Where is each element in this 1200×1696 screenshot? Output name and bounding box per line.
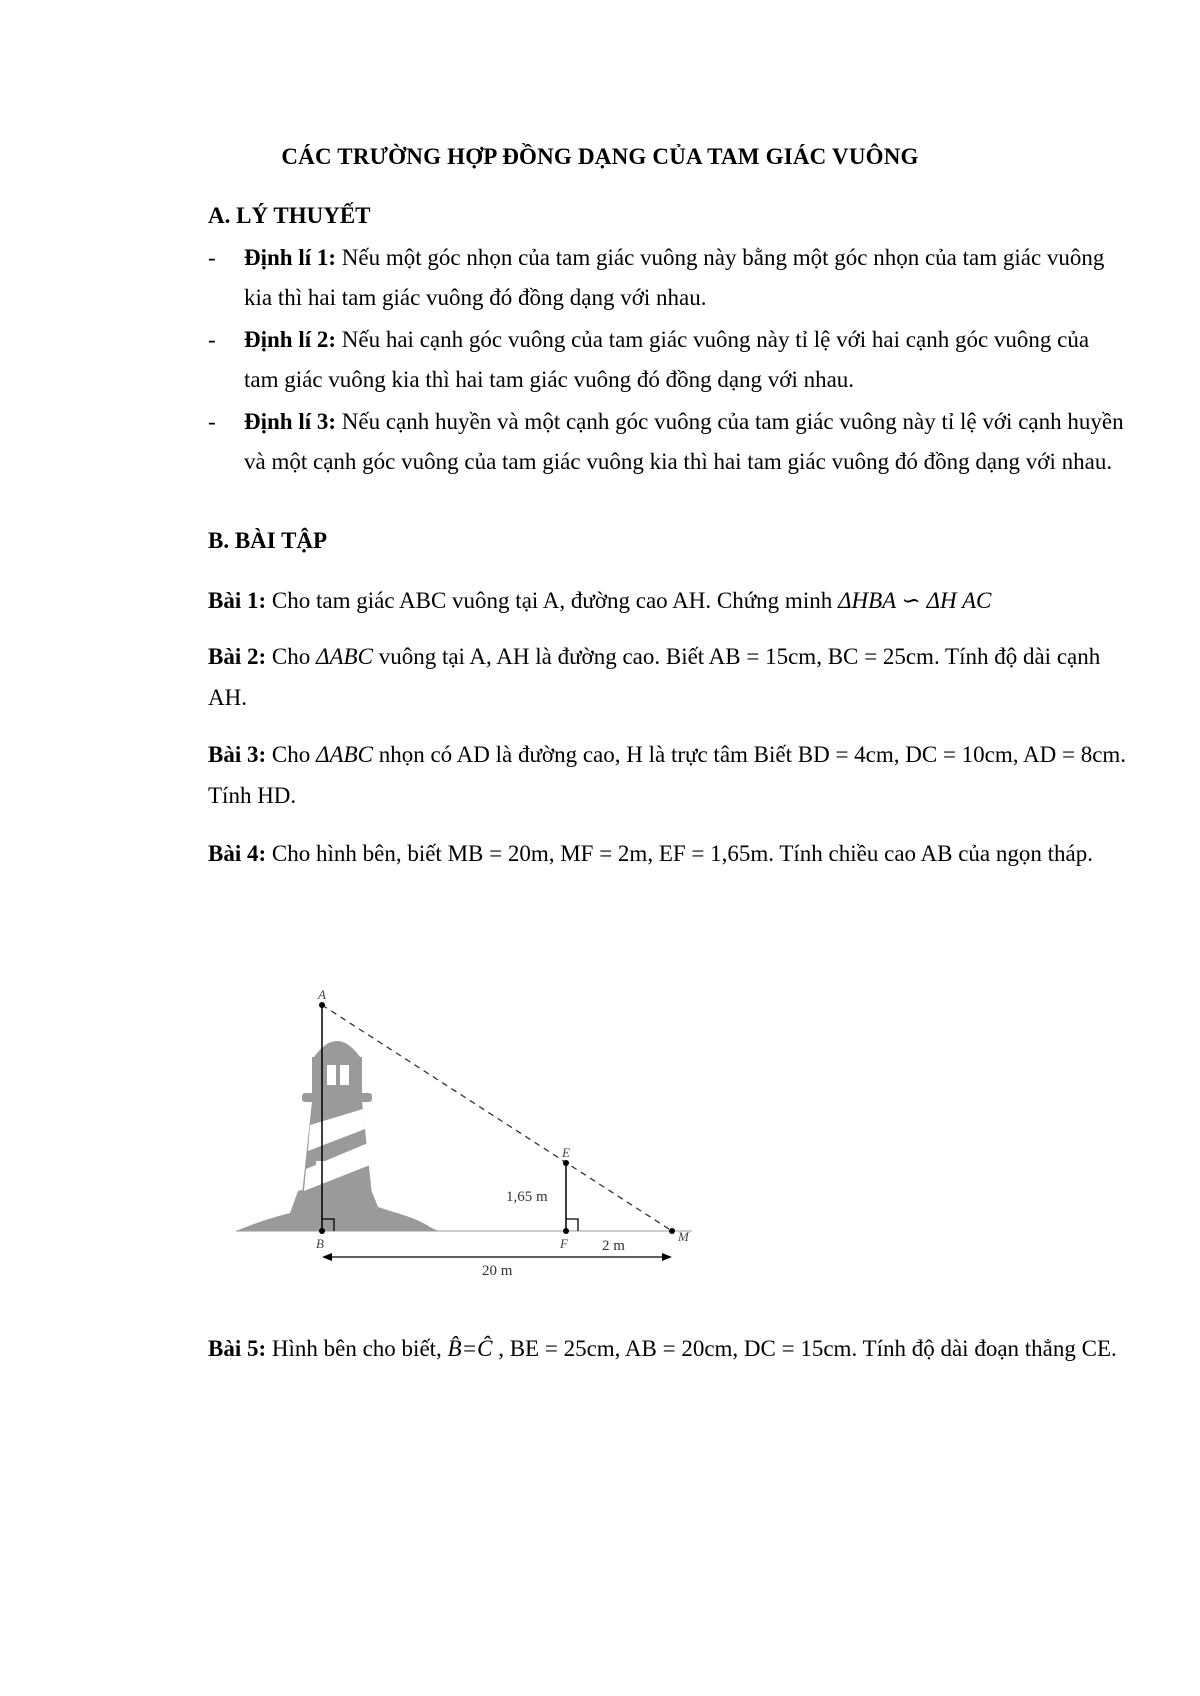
exercise-5 (208, 1328, 1128, 1369)
fm-length-label: 2 m (602, 1238, 625, 1254)
document-title: CÁC TRƯỜNG HỢP ĐỒNG DẠNG CỦA TAM GIÁC VUÔNG (281, 144, 919, 169)
theorem-3-body (244, 402, 1124, 482)
point-e (563, 1160, 569, 1166)
exercise-2-text: vuông tại A, AH là đường cao. Biết AB = 15cm, BC = 25cm. Tính độ dài cạnh AH. (208, 644, 1101, 710)
tower-lantern (312, 1057, 362, 1093)
exercise-4-text: Cho hình bên, biết MB = 20m, MF = 2m, EF = 1,65m. Tính chiều cao AB của ngọn tháp. (266, 841, 1093, 866)
bm-arrow-right (662, 1253, 672, 1261)
label-e: E (562, 1145, 570, 1160)
tower-gallery (302, 1093, 372, 1102)
bullet-dash: - (208, 245, 216, 270)
bullet-dash: - (208, 409, 216, 434)
exercise-3-label: Bài 3: (208, 742, 267, 767)
exercise-4-label: Bài 4: (208, 841, 267, 866)
exercise-5-text: , BE = 25cm, AB = 20cm, DC = 15cm. Tính độ dài đoạn thẳng CE. (492, 1336, 1117, 1361)
theorem-3-label: Định lí 3: (244, 409, 337, 434)
theorem-3-text: Nếu cạnh huyền và một cạnh góc vuông của tam giác vuông này tỉ lệ với cạnh huyền và một cạnh góc vuông của tam giác vuông kia thì hai tam giác vuông đó đồng dạng với nhau. (244, 409, 1124, 474)
exercise-2-pre: Cho (266, 644, 316, 669)
exercise-5-math: B̂=Ĉ (447, 1336, 493, 1361)
section-a-heading: A. LÝ THUYẾT (208, 203, 371, 228)
exercise-4 (208, 833, 1128, 874)
exercise-1 (208, 580, 1128, 621)
exercise-3-text: nhọn có AD là đường cao, H là trực tâm Biết BD = 4cm, DC = 10cm, AD = 8cm. Tính HD. (208, 742, 1127, 808)
exercise-5-pre: Hình bên cho biết, (266, 1336, 448, 1361)
theorem-2-text: Nếu hai cạnh góc vuông của tam giác vuông này tỉ lệ với hai cạnh góc vuông của tam giác vuông kia thì hai tam giác vuông đó đồng dạng với nhau. (244, 327, 1090, 392)
tower-window (348, 1125, 356, 1133)
exercise-2-label: Bài 2: (208, 644, 267, 669)
label-a: A (318, 987, 326, 1002)
theorem-1-label: Định lí 1: (244, 245, 337, 270)
theorem-2-label: Định lí 2: (244, 327, 337, 352)
theorem-2-body (244, 320, 1124, 400)
exercise-1-label: Bài 1: (208, 588, 267, 613)
label-m: M (678, 1229, 689, 1244)
label-b: B (316, 1236, 324, 1251)
bm-arrow-left (322, 1253, 332, 1261)
exercise-3-pre: Cho (266, 742, 316, 767)
point-a (319, 1002, 325, 1008)
point-f (563, 1228, 569, 1234)
tower-window (316, 1161, 324, 1169)
ef-length-label: 1,65 m (506, 1189, 548, 1205)
lighthouse-figure (230, 955, 720, 1275)
exercise-1-math: ΔHBA ∽ ΔH AC (837, 588, 992, 613)
bm-length-label: 20 m (482, 1263, 513, 1275)
bullet-dash: - (208, 327, 216, 352)
exercise-1-text: Cho tam giác ABC vuông tại A, đường cao AH. Chứng minh (266, 588, 838, 613)
exercise-2-math: ΔABC (315, 644, 373, 669)
theorem-1-body (244, 238, 1124, 318)
section-b-heading: B. BÀI TẬP (208, 528, 328, 553)
exercise-3 (208, 734, 1128, 816)
exercise-5-label: Bài 5: (208, 1336, 267, 1361)
tower-dome (314, 1041, 360, 1057)
theorem-1-text: Nếu một góc nhọn của tam giác vuông này bằng một góc nhọn của tam giác vuông kia thì hai tam giác vuông đó đồng dạng với nhau. (244, 245, 1105, 310)
lantern-window (327, 1065, 336, 1085)
label-f: F (560, 1236, 568, 1251)
point-m (669, 1228, 675, 1234)
lantern-window (340, 1065, 349, 1085)
point-b (319, 1228, 325, 1234)
segment-am (322, 1005, 672, 1231)
exercise-3-math: ΔABC (315, 742, 373, 767)
exercise-2 (208, 636, 1128, 718)
